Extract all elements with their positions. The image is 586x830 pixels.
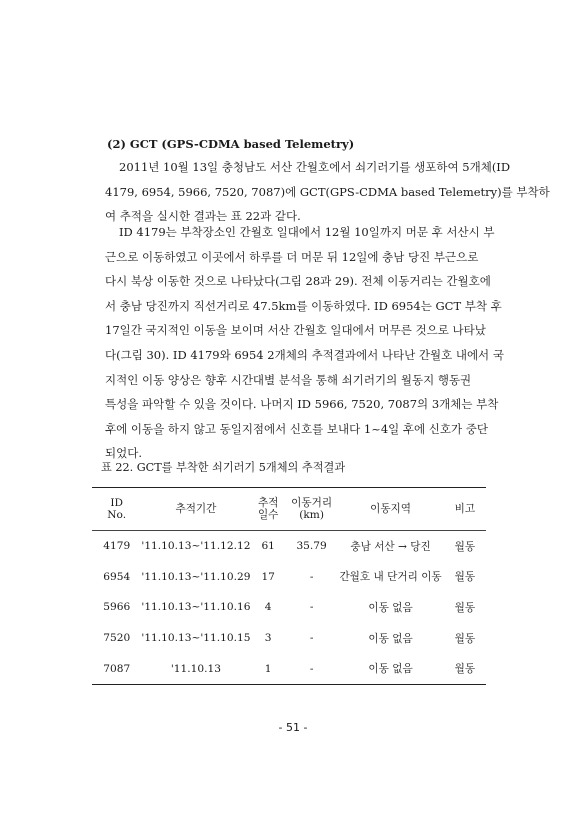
cell-period: '11.10.13~'11.10.15 bbox=[141, 632, 251, 645]
cell-area: 충남 서산 → 당진 bbox=[350, 540, 431, 553]
header-days: 추적 일수 bbox=[250, 488, 285, 531]
cell-days: 3 bbox=[264, 632, 272, 645]
cell-distance: - bbox=[286, 653, 337, 684]
cell-area: 이동 없음 bbox=[368, 601, 413, 614]
paragraph-tracking-results bbox=[105, 220, 504, 466]
text-line: 17일간 국지적인 이동을 보이며 서산 간월호 일대에서 머무른 것으로 나타났 bbox=[105, 323, 486, 338]
text-line: 지적인 이동 양상은 향후 시간대별 분석을 통해 쇠기러기의 월동지 행동권 bbox=[105, 372, 472, 387]
cell-note: 월동 bbox=[444, 653, 486, 684]
text-line: ID 4179는 부착장소인 간월호 일대에서 12월 10일까지 머문 후 서산시 부 bbox=[119, 225, 495, 239]
text-line: 다(그림 30). ID 4179와 6954 2개체의 추적결과에서 나타난 간월호 내에서 국 bbox=[105, 347, 504, 362]
tracking-results-table bbox=[92, 487, 486, 685]
cell-distance: - bbox=[309, 632, 314, 645]
cell-id: 5966 bbox=[103, 601, 131, 614]
header-area: 이동지역 bbox=[337, 488, 443, 531]
cell-area: 간월호 내 단거리 이동 bbox=[339, 571, 442, 584]
cell-period: '11.10.13~'11.12.12 bbox=[141, 540, 251, 553]
cell-days: 1 bbox=[250, 653, 285, 684]
cell-id: 7520 bbox=[103, 632, 131, 645]
paragraph-gct-intro bbox=[105, 155, 550, 229]
text-line: 서 충남 당진까지 직선거리로 47.5km를 이동하였다. ID 6954는 GCT 부착 후 bbox=[105, 298, 502, 313]
cell-period: '11.10.13 bbox=[141, 653, 250, 684]
cell-days: 4 bbox=[264, 601, 272, 614]
table-caption: 표 22. GCT를 부착한 쇠기러기 5개체의 추적결과 bbox=[101, 461, 346, 474]
header-period: 추적기간 bbox=[141, 488, 250, 531]
cell-note: 월동 bbox=[454, 632, 476, 645]
table-header-row bbox=[92, 488, 486, 531]
cell-area: 이동 없음 bbox=[337, 653, 443, 684]
text-line: 근으로 이동하였고 이곳에서 하루를 더 머문 뒤 12일에 충남 당진 부근으로 bbox=[105, 249, 479, 264]
text-line: 여 추적을 실시한 결과는 표 22과 같다. bbox=[105, 209, 301, 224]
table-row bbox=[92, 562, 486, 593]
header-distance: 이동거리 (km) bbox=[286, 488, 337, 531]
cell-distance: - bbox=[309, 570, 314, 583]
page-number: - 51 - bbox=[278, 721, 308, 734]
table-row bbox=[92, 653, 486, 684]
cell-note: 월동 bbox=[454, 571, 476, 584]
cell-days: 61 bbox=[261, 540, 275, 553]
text-line: 되었다. bbox=[105, 446, 142, 461]
cell-id: 6954 bbox=[103, 570, 131, 583]
header-note: 비고 bbox=[444, 488, 486, 531]
table-row bbox=[92, 592, 486, 623]
header-id: ID No. bbox=[92, 488, 141, 531]
cell-id: 4179 bbox=[103, 540, 131, 553]
cell-period: '11.10.13~'11.10.16 bbox=[141, 601, 251, 614]
cell-note: 월동 bbox=[454, 540, 476, 553]
cell-id: 7087 bbox=[92, 653, 141, 684]
cell-period: '11.10.13~'11.10.29 bbox=[141, 570, 251, 583]
cell-distance: 35.79 bbox=[296, 540, 327, 553]
text-line: 다시 북상 이동한 것으로 나타났다(그림 28과 29). 전체 이동거리는 간월호에 bbox=[105, 274, 491, 289]
cell-area: 이동 없음 bbox=[368, 632, 413, 645]
text-line: 2011년 10월 13일 충청남도 서산 간월호에서 쇠기러기를 생포하여 5개체(ID bbox=[119, 160, 511, 174]
table-row bbox=[92, 531, 486, 562]
text-line: 특성을 파악할 수 있을 것이다. 나머지 ID 5966, 7520, 7087의 3개체는 부착 bbox=[105, 397, 499, 412]
table-row bbox=[92, 623, 486, 654]
cell-note: 월동 bbox=[454, 601, 476, 614]
cell-distance: - bbox=[309, 601, 314, 614]
text-line: 후에 이동을 하지 않고 동일지점에서 신호를 보내다 1~4일 후에 신호가 중단 bbox=[105, 421, 488, 436]
cell-days: 17 bbox=[261, 570, 275, 583]
text-line: 4179, 6954, 5966, 7520, 7087)에 GCT(GPS-CDMA based Telemetry)를 부착하 bbox=[105, 184, 550, 199]
section-heading: (2) GCT (GPS-CDMA based Telemetry) bbox=[107, 137, 355, 151]
